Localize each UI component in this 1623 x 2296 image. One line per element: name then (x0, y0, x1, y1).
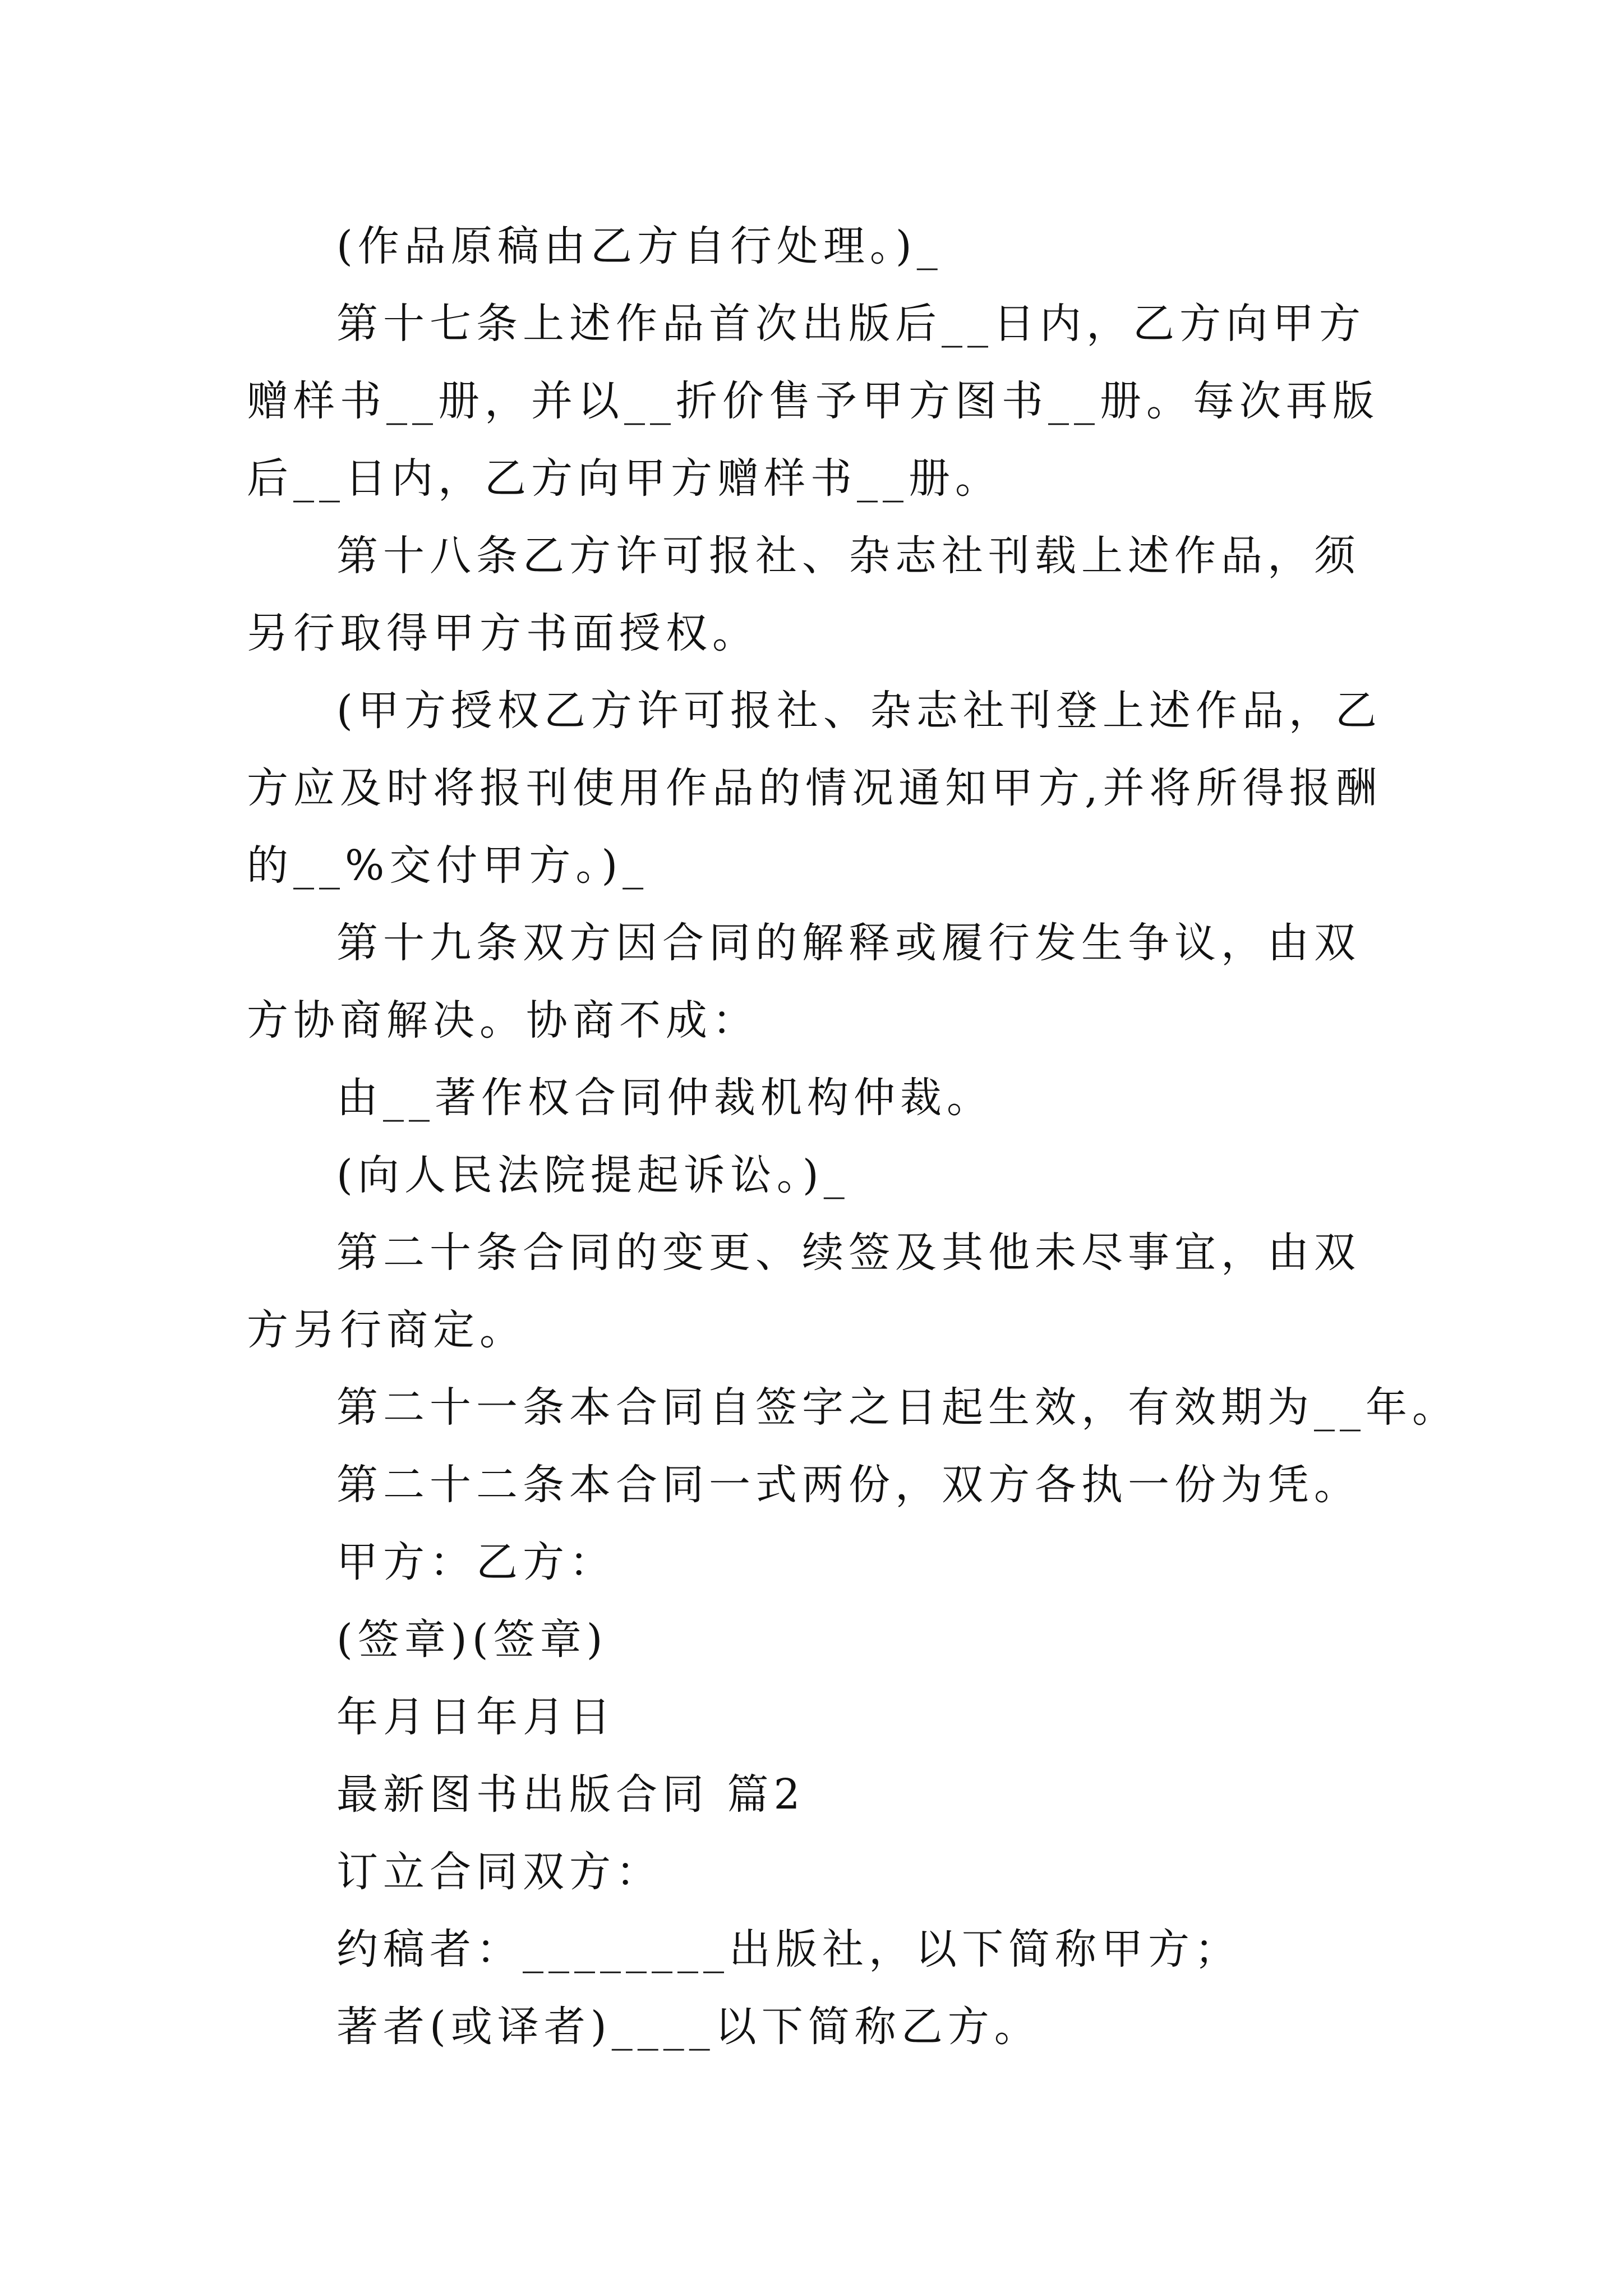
paragraph-arbitration: 由__著作权合同仲裁机构仲裁。 (336, 1074, 993, 1122)
paragraph-contracting-parties: 订立合同双方： (336, 1848, 662, 1896)
paragraph-litigation: (向人民法院提起诉讼。)_ (336, 1151, 850, 1199)
paragraph-article-18: 第十八条乙方许可报社、杂志社刊载上述作品，须另行取得甲方书面授权。 (247, 532, 1361, 657)
document-body (247, 208, 1459, 2065)
paragraph-commissioner: 约稿者：________出版社，以下简称甲方； (336, 1925, 1241, 1973)
paragraph-article-22: 第二十二条本合同一式两份，双方各执一份为凭。 (336, 1461, 1361, 1509)
paragraph-author: 著者(或译者)____以下简称乙方。 (336, 2003, 1041, 2051)
paragraph-article-19: 第十九条双方因合同的解释或履行发生争议，由双方协商解决。协商不成： (247, 919, 1361, 1045)
signature-parties: 甲方：乙方： (336, 1538, 616, 1586)
paragraph-article-20: 第二十条合同的变更、续签及其他未尽事宜，由双方另行商定。 (247, 1228, 1361, 1354)
section-heading-part-2: 最新图书出版合同 篇2 (336, 1770, 805, 1819)
signature-seals: (签章)(签章) (336, 1616, 608, 1664)
paragraph-authorization-note: (甲方授权乙方许可报社、杂志社刊登上述作品，乙方应及时将报刊使用作品的情况通知甲方,并将所得报酬的__%交付甲方。)_ (247, 687, 1382, 890)
paragraph-article-17: 第十七条上述作品首次出版后__日内，乙方向甲方赠样书__册，并以__折价售予甲方图书__册。每次再版后__日内，乙方向甲方赠样书__册。 (247, 300, 1379, 503)
paragraph-article-21: 第二十一条本合同自签字之日起生效，有效期为__年。 (336, 1383, 1459, 1432)
signature-dates: 年月日年月日 (336, 1693, 616, 1741)
paragraph-original-manuscript: (作品原稿由乙方自行处理。)_ (336, 222, 943, 270)
